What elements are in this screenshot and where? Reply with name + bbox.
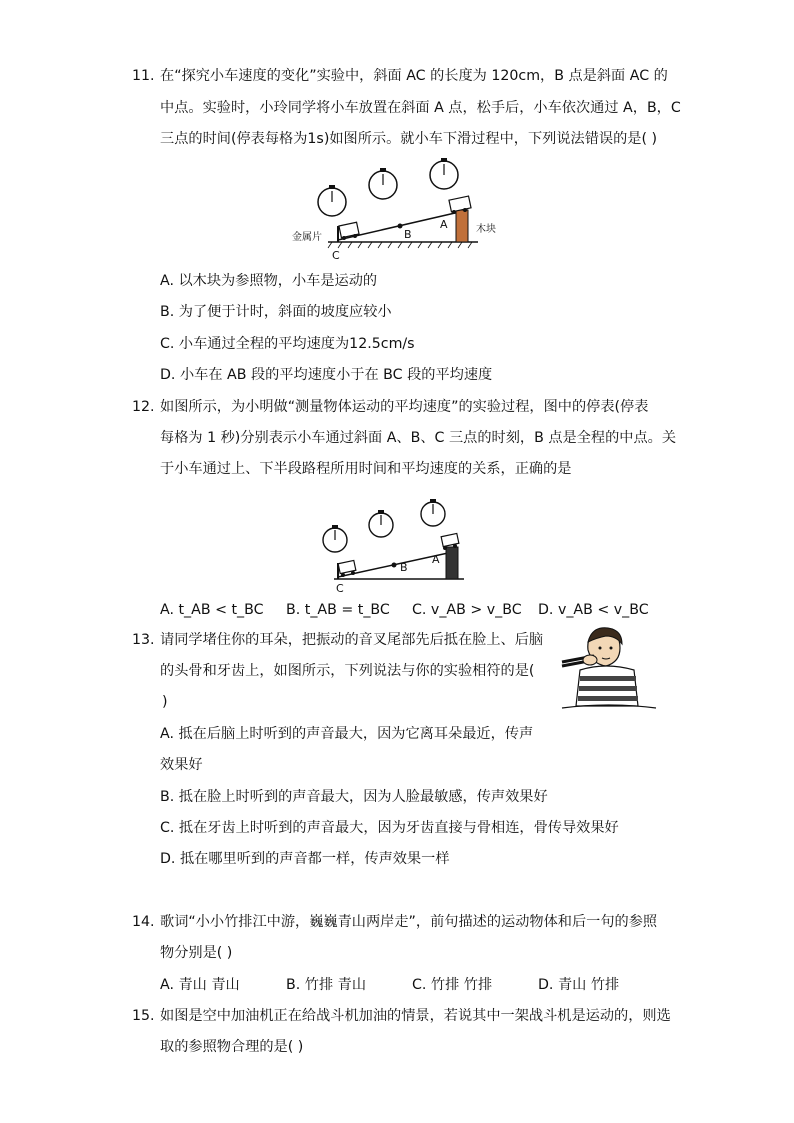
wood-block-icon xyxy=(456,210,468,242)
question-15-line-1: 如图是空中加油机正在给战斗机加油的情景，若说其中一架战斗机是运动的，则选 xyxy=(160,1008,671,1024)
question-15-line-2: 取的参照物合理的是( ) xyxy=(160,1039,304,1055)
stopwatch-b-icon xyxy=(369,168,397,199)
question-14-option-d: D. 青山 竹排 xyxy=(538,977,620,993)
figure-label-metal: 金属片 xyxy=(292,232,322,243)
question-11-line-3: 三点的时间(停表每格为1s)如图所示。就小车下滑过程中，下列说法错误的是( ) xyxy=(160,131,658,147)
figure-label-a: A xyxy=(440,218,448,231)
question-12-line-1: 如图所示，为小明做“测量物体运动的平均速度”的实验过程，图中的停表(停表 xyxy=(160,399,649,415)
figure-label-b: B xyxy=(404,228,412,241)
block-icon xyxy=(446,547,458,579)
boy-with-tuning-fork-illustration xyxy=(558,622,658,717)
stopwatch-a-icon xyxy=(421,499,445,526)
question-13-option-b: B. 抵在脸上时听到的声音最大，因为人脸最敏感，传声效果好 xyxy=(160,789,548,805)
figure-label-c: C xyxy=(332,249,340,262)
figure-label-a: A xyxy=(432,553,440,566)
question-13-number: 13. xyxy=(132,632,155,648)
question-14-option-b: B. 竹排 青山 xyxy=(286,977,367,993)
question-13-option-d: D. 抵在哪里听到的声音都一样，传声效果一样 xyxy=(160,851,450,867)
question-13-option-a: A. 抵在后脑上时听到的声音最大，因为它离耳朵最近，传声 xyxy=(160,726,534,742)
stopwatch-a-icon xyxy=(430,158,458,189)
question-13-line-3: ) xyxy=(162,694,168,710)
question-11-option-d: D. 小车在 AB 段的平均速度小于在 BC 段的平均速度 xyxy=(160,367,493,383)
question-14-option-a: A. 青山 青山 xyxy=(160,977,240,993)
question-14-number: 14. xyxy=(132,914,155,930)
question-14-line-1: 歌词“小小竹排江中游，巍巍青山两岸走”，前句描述的运动物体和后一句的参照 xyxy=(160,914,658,930)
question-11-number: 11. xyxy=(132,68,155,84)
question-11-option-b: B. 为了便于计时，斜面的坡度应较小 xyxy=(160,304,392,320)
question-13-option-c: C. 抵在牙齿上时听到的声音最大，因为牙齿直接与骨相连，骨传导效果好 xyxy=(160,820,619,836)
question-11-line-2: 中点。实验时，小玲同学将小车放置在斜面 A 点，松手后，小车依次通过 A，B，C xyxy=(160,100,681,116)
question-14-line-2: 物分别是( ) xyxy=(160,945,233,961)
question-13-line-1: 请同学堵住你的耳朵，把振动的音叉尾部先后抵在脸上、后脑 xyxy=(160,632,544,648)
question-13-option-a-continued: 效果好 xyxy=(160,757,203,773)
point-b-marker xyxy=(398,224,403,229)
question-12-line-3: 于小车通过上、下半段路程所用时间和平均速度的关系，正确的是 xyxy=(160,461,572,477)
figure-label-block: 木块 xyxy=(476,224,496,235)
question-12-option-d: D. v_AB < v_BC xyxy=(538,602,649,618)
question-11-option-a: A. 以木块为参照物，小车是运动的 xyxy=(160,273,378,289)
question-12-line-2: 每格为 1 秒)分别表示小车通过斜面 A、B、C 三点的时刻，B 点是全程的中点。关 xyxy=(160,430,677,446)
question-15-number: 15. xyxy=(132,1008,155,1024)
question-12-option-c: C. v_AB > v_BC xyxy=(412,602,522,618)
point-b-marker xyxy=(392,563,397,568)
question-12-figure xyxy=(318,495,468,595)
question-14-option-c: C. 竹排 竹排 xyxy=(412,977,493,993)
question-13-line-2: 的头骨和牙齿上，如图所示，下列说法与你的实验相符的是( xyxy=(160,663,535,679)
question-11-line-1: 在“探究小车速度的变化”实验中，斜面 AC 的长度为 120cm，B 点是斜面 AC 的 xyxy=(160,68,668,84)
stopwatch-b-icon xyxy=(369,510,393,537)
question-11-option-c: C. 小车通过全程的平均速度为12.5cm/s xyxy=(160,336,415,352)
stopwatch-c-icon xyxy=(323,525,347,552)
stopwatch-c-icon xyxy=(318,185,346,216)
question-11-figure xyxy=(288,160,508,260)
question-12-option-a: A. t_AB < t_BC xyxy=(160,602,264,618)
figure-label-b: B xyxy=(400,561,408,574)
figure-label-c: C xyxy=(336,582,344,595)
question-12-number: 12. xyxy=(132,399,155,415)
question-12-option-b: B. t_AB = t_BC xyxy=(286,602,390,618)
